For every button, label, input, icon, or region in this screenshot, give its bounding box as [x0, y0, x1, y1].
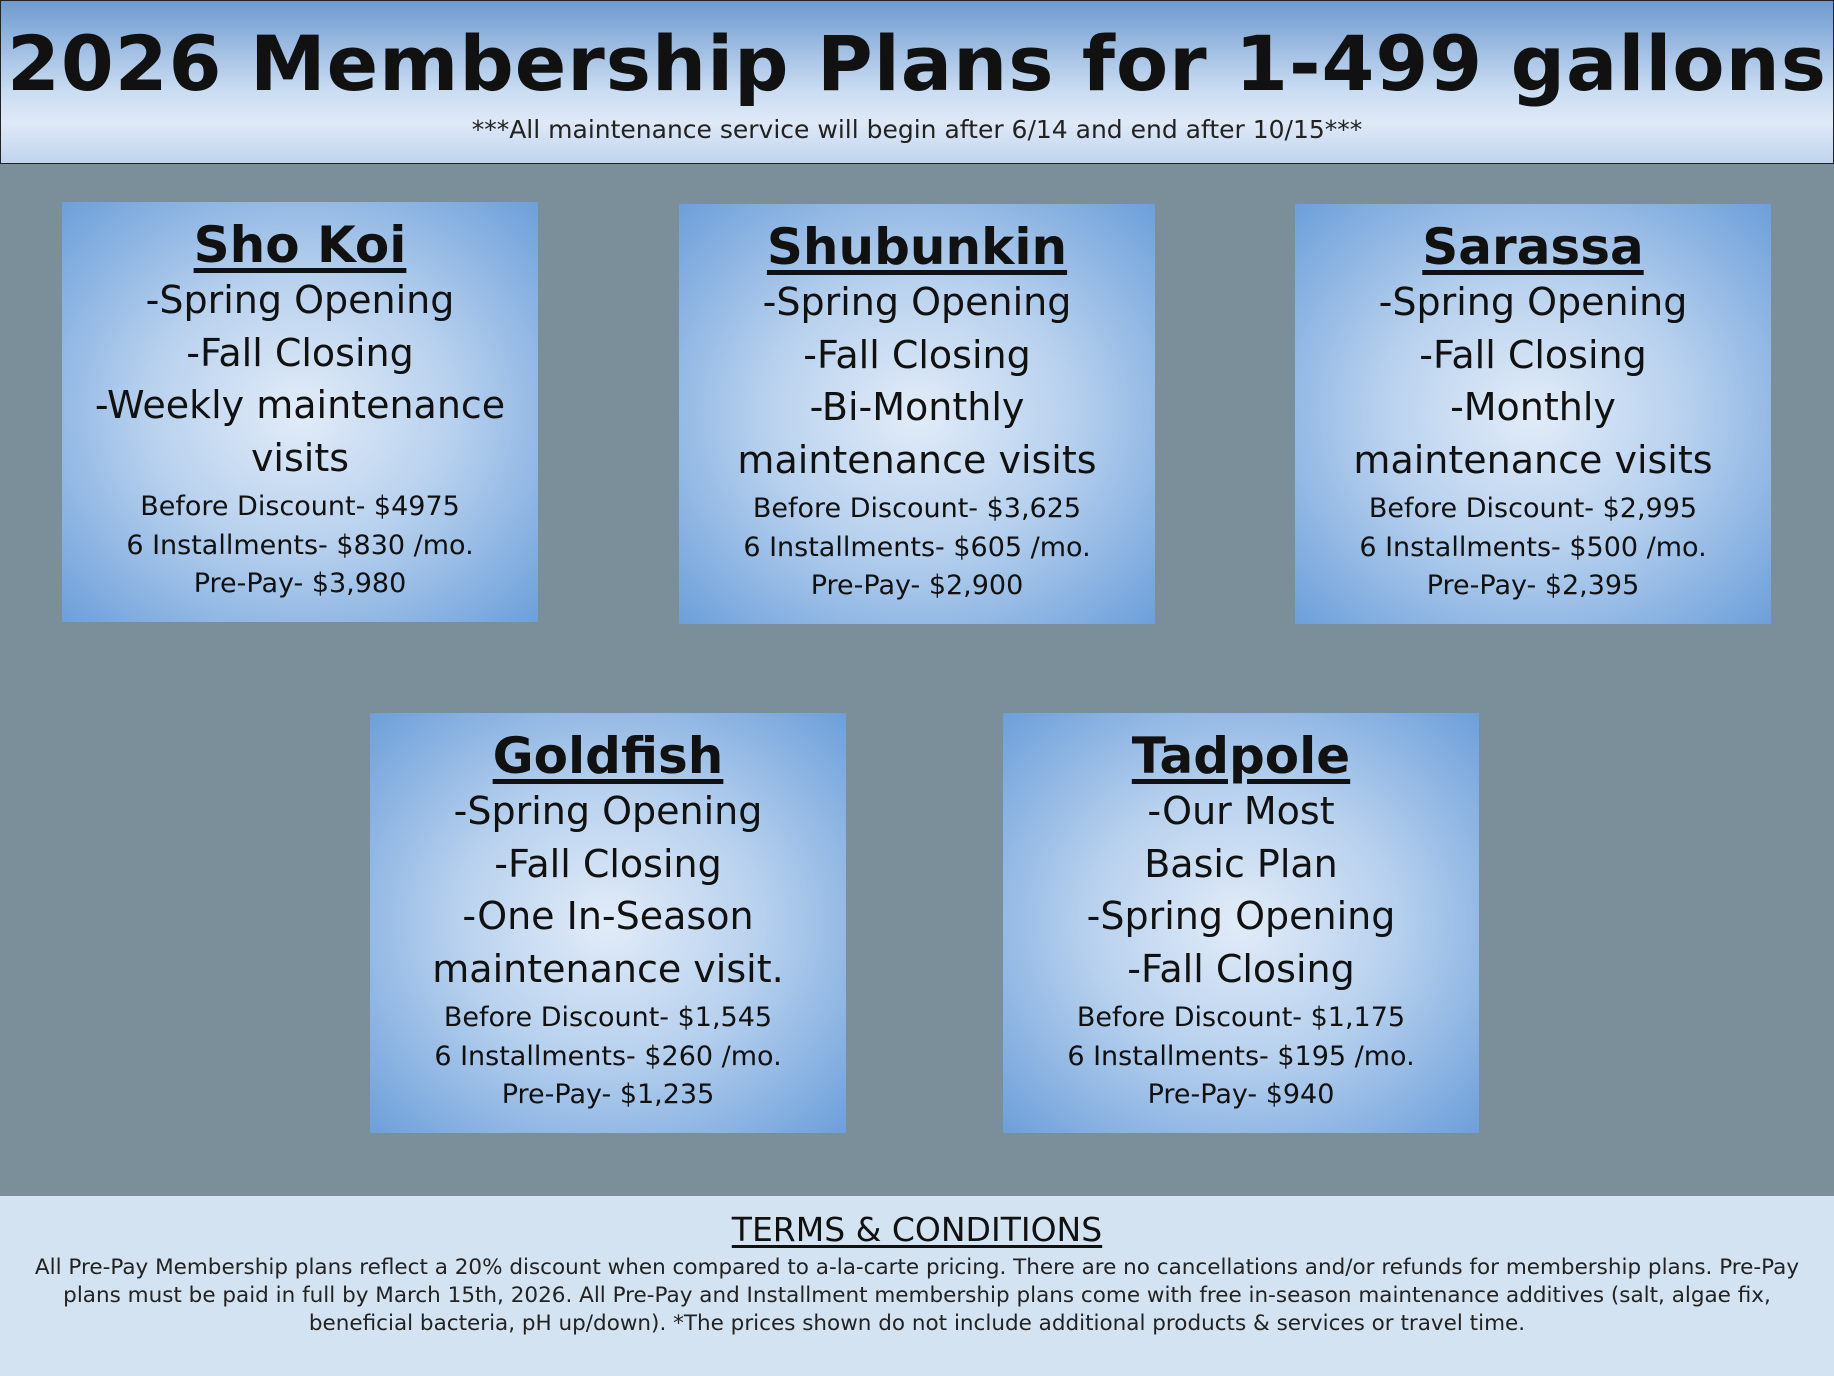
plan-name: Sho Koi [193, 216, 407, 274]
terms-body: All Pre-Pay Membership plans reflect a 20% discount when compared to a-la-carte pricing. There are no cancellations and/or refunds for membership plans. Pre-Pay plans must be paid in full by March 15th, 2026. All Pre-Pay and Installment membership plans come with free in-season maintenance additives (salt, algae fix, beneficial bacteria, pH up/down). *The prices shown do not include additional products & services or travel time. [34, 1255, 1800, 1336]
installment-price: 6 Installments- $260 /mo. [434, 1040, 782, 1072]
terms-title: TERMS & CONDITIONS [731, 1210, 1103, 1249]
prepay-price: Pre-Pay- $2,395 [1426, 570, 1640, 601]
plan-card-shubunkin [679, 204, 1155, 624]
terms-section [0, 1196, 1834, 1376]
plan-feature: Basic Plan [1144, 841, 1338, 886]
plan-card-goldfish [370, 713, 846, 1133]
plan-feature: -Spring Opening [762, 280, 1072, 324]
plan-name: Goldfish [492, 727, 724, 785]
plan-feature: visits [250, 435, 350, 480]
before-discount-price: Before Discount- $1,545 [443, 1002, 773, 1033]
plan-feature: -Weekly maintenance [94, 383, 506, 427]
plan-card-sarassa [1295, 204, 1771, 624]
prepay-price: Pre-Pay- $3,980 [193, 568, 407, 599]
plan-feature: -Fall Closing [494, 841, 722, 886]
prepay-price: Pre-Pay- $2,900 [810, 570, 1024, 601]
plan-feature: -Spring Opening [1378, 280, 1688, 324]
plan-name: Shubunkin [766, 218, 1068, 276]
prepay-price: Pre-Pay- $940 [1147, 1079, 1335, 1110]
plan-feature: -Fall Closing [1419, 332, 1647, 377]
plan-feature: -Spring Opening [453, 789, 763, 833]
plan-feature: -Our Most [1147, 789, 1335, 833]
before-discount-price: Before Discount- $3,625 [752, 493, 1082, 524]
page-header [0, 0, 1834, 164]
plan-feature: -Fall Closing [186, 330, 414, 375]
plan-feature: -Fall Closing [803, 332, 1031, 377]
plan-feature: -Fall Closing [1127, 946, 1355, 991]
plan-feature: -Monthly [1450, 385, 1616, 429]
plan-feature: -Spring Opening [145, 278, 455, 322]
before-discount-price: Before Discount- $4975 [140, 491, 460, 522]
installment-price: 6 Installments- $195 /mo. [1067, 1040, 1415, 1072]
installment-price: 6 Installments- $500 /mo. [1359, 531, 1707, 563]
before-discount-price: Before Discount- $2,995 [1368, 493, 1698, 524]
service-window-note: ***All maintenance service will begin after 6/14 and end after 10/15*** [471, 115, 1363, 144]
installment-price: 6 Installments- $605 /mo. [743, 531, 1091, 563]
before-discount-price: Before Discount- $1,175 [1076, 1002, 1406, 1033]
plan-card-sho-koi [62, 202, 538, 622]
page-title: 2026 Membership Plans for 1-499 gallons [7, 19, 1827, 108]
plan-feature: -Bi-Monthly [809, 385, 1025, 429]
plan-feature: -One In-Season [462, 894, 754, 938]
installment-price: 6 Installments- $830 /mo. [126, 529, 474, 561]
plan-name: Sarassa [1422, 218, 1644, 276]
plan-feature: maintenance visit. [432, 946, 784, 991]
plan-feature: maintenance visits [1353, 437, 1713, 482]
prepay-price: Pre-Pay- $1,235 [501, 1079, 715, 1110]
plan-card-tadpole [1003, 713, 1479, 1133]
plan-feature: maintenance visits [737, 437, 1097, 482]
plan-feature: -Spring Opening [1086, 894, 1396, 938]
plan-name: Tadpole [1131, 727, 1351, 785]
